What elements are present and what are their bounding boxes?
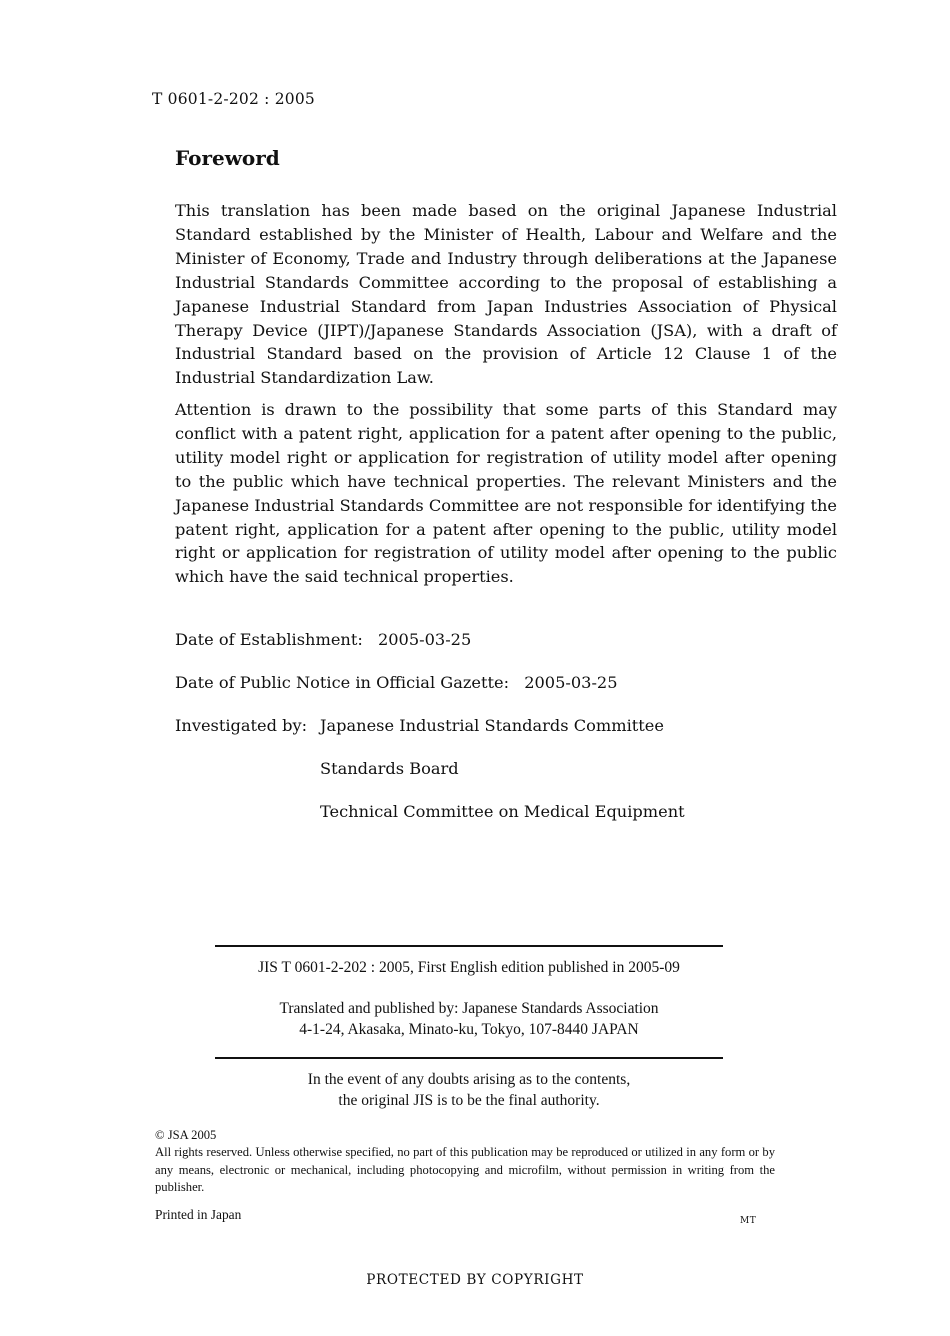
establishment-date-value: 2005-03-25 (377, 630, 472, 649)
imprint-bottom-rule (215, 1057, 723, 1059)
mt-mark: MT (740, 1216, 757, 1226)
gazette-date-label: Date of Public Notice in Official Gazette: (175, 673, 510, 692)
publisher-line: Translated and published by: Japanese Standards Association (279, 1000, 659, 1017)
establishment-date-label: Date of Establishment: (175, 630, 363, 649)
publisher-address: 4-1-24, Akasaka, Minato-ku, Tokyo, 107-8440 JAPAN (299, 1021, 639, 1038)
investigated-by-label: Investigated by: (175, 716, 308, 735)
printed-in-japan: Printed in Japan (155, 1207, 242, 1222)
gazette-date-row (175, 673, 618, 692)
foreword-paragraph-1: This translation has been made based on the original Japanese Industrial Standard established by the Minister of Health, Labour and Welfare and the Minister of Economy, Trade and Industry through deliberations at the Japanese Industrial Standards Committee according to the proposal of establishing a Japanese Industrial Standard from Japan Industries Association of Physical Therapy Device (JIPT)/Japanese Standards Association (JSA), with a draft of Industrial Standard based on the provision of Article 12 Clause 1 of the Industrial Standardization Law. (175, 201, 837, 388)
edition-line: JIS T 0601-2-202 : 2005, First English edition published in 2005-09 (258, 959, 680, 976)
authority-line-2: the original JIS is to be the final authority. (338, 1092, 600, 1109)
establishment-date-row (175, 630, 471, 649)
rights-statement: All rights reserved. Unless otherwise specified, no part of this publication may be reproduced or utilized in any form or by any means, electronic or mechanical, including photocopying and microfilm, without permission in writing from the publisher. (155, 1145, 775, 1194)
foreword-title: Foreword (175, 146, 280, 170)
investigator-technical-committee: Technical Committee on Medical Equipment (320, 802, 685, 821)
investigator-committee: Japanese Industrial Standards Committee (320, 716, 664, 735)
protected-by-copyright-footer: PROTECTED BY COPYRIGHT (366, 1272, 584, 1288)
foreword-paragraph-2: Attention is drawn to the possibility that some parts of this Standard may conflict with a patent right, application for a patent after opening to the public, utility model right or application for registration of utility model after opening to the public which have technical properties. The relevant Ministers and the Japanese Industrial Standards Committee are not responsible for identifying the patent right, application for a patent after opening to the public, utility model right or application for registration of utility model after opening to the public which have the said technical properties. (175, 400, 837, 587)
authority-line-1: In the event of any doubts arising as to the contents, (307, 1071, 631, 1088)
copyright-notice: © JSA 2005 (155, 1128, 217, 1142)
investigator-board: Standards Board (320, 759, 459, 778)
gazette-date-value: 2005-03-25 (524, 673, 618, 692)
standard-number-header: T 0601-2-202 : 2005 (152, 90, 315, 108)
imprint-top-rule (215, 945, 723, 947)
